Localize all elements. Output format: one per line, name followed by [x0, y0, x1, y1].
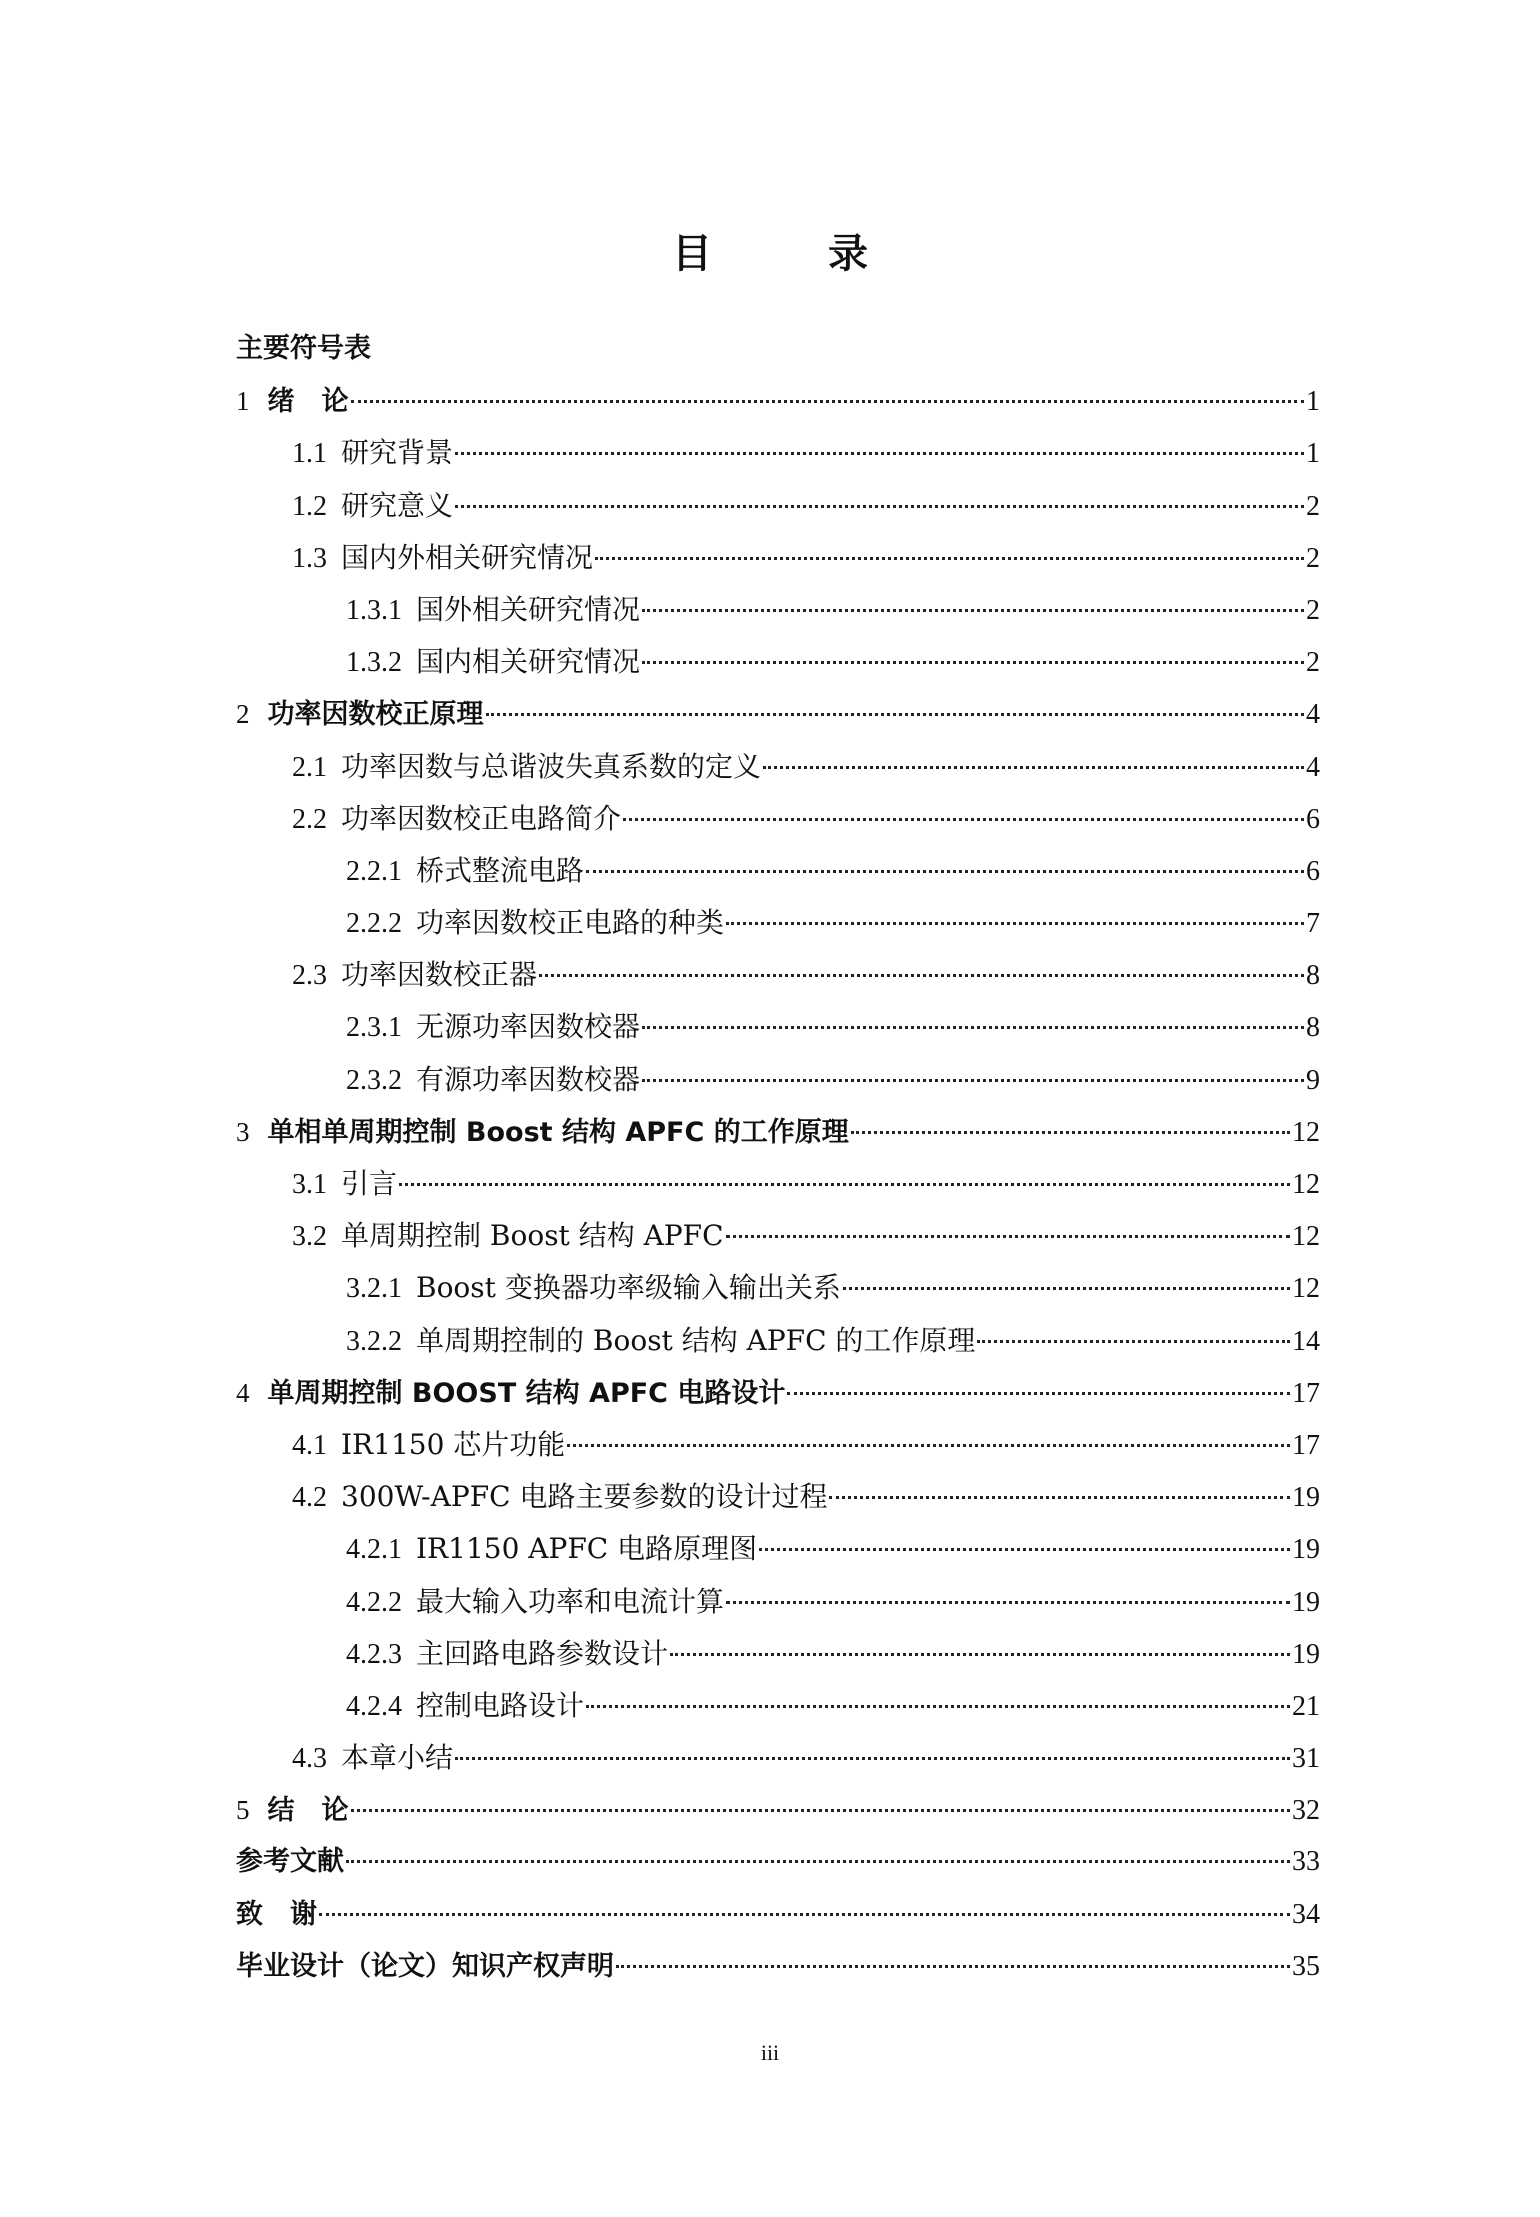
toc-entry[interactable]	[236, 375, 1320, 427]
dot-leader	[763, 766, 1304, 769]
dot-leader	[486, 713, 1305, 716]
toc-entry-page: 6	[1306, 803, 1320, 835]
toc-entry[interactable]	[236, 532, 1320, 584]
dot-leader	[642, 661, 1304, 664]
toc-entry[interactable]	[236, 636, 1320, 688]
dot-leader	[726, 1601, 1290, 1604]
table-of-contents	[236, 323, 1320, 1993]
toc-entry-number: 4.2	[292, 1482, 327, 1514]
dot-leader	[623, 818, 1304, 821]
toc-entry[interactable]	[236, 1889, 1320, 1941]
toc-entry-page: 17	[1292, 1429, 1320, 1461]
toc-entry-number: 1.3.2	[346, 647, 402, 679]
toc-entry[interactable]	[236, 949, 1320, 1001]
toc-entry-page: 9	[1306, 1064, 1320, 1096]
dot-leader	[586, 870, 1304, 873]
toc-entry[interactable]	[236, 1784, 1320, 1836]
toc-entry-label: 无源功率因数校器	[416, 1010, 641, 1044]
toc-entry-page: 33	[1292, 1846, 1320, 1878]
toc-entry-number: 4.2.1	[346, 1534, 402, 1566]
dot-leader	[567, 1444, 1290, 1447]
toc-entry-page: 19	[1292, 1534, 1320, 1566]
toc-entry-label: IR1150 芯片功能	[341, 1427, 566, 1461]
toc-entry-number: 2.1	[292, 751, 327, 783]
toc-entry-page: 4	[1306, 699, 1320, 731]
toc-entry-number: 4.3	[292, 1743, 327, 1775]
toc-entry-label: 有源功率因数校器	[416, 1062, 641, 1096]
toc-entry[interactable]	[236, 1262, 1320, 1314]
toc-entry-label: 国内相关研究情况	[416, 645, 641, 679]
toc-entry-label: 单周期控制 BOOST 结构 APFC 电路设计	[267, 1377, 786, 1409]
dot-leader	[616, 1965, 1290, 1968]
toc-entry-page: 19	[1292, 1638, 1320, 1670]
toc-entry[interactable]	[236, 1628, 1320, 1680]
dot-leader	[787, 1392, 1290, 1395]
dot-leader	[346, 1860, 1290, 1863]
toc-entry-label: 功率因数校正原理	[267, 699, 484, 731]
toc-entry-number: 1.2	[292, 490, 327, 522]
toc-entry-page: 12	[1292, 1116, 1320, 1148]
toc-entry-page: 21	[1292, 1690, 1320, 1722]
toc-entry[interactable]	[236, 1158, 1320, 1210]
toc-entry-number: 2.2	[292, 803, 327, 835]
toc-entry-label: 国内外相关研究情况	[341, 540, 594, 574]
toc-entry-page: 35	[1292, 1950, 1320, 1982]
toc-entry-page: 14	[1292, 1325, 1320, 1357]
toc-entry-number: 1.3	[292, 542, 327, 574]
toc-entry-page: 12	[1292, 1169, 1320, 1200]
dot-leader	[455, 1757, 1290, 1760]
toc-entry-label: 最大输入功率和电流计算	[416, 1584, 725, 1618]
dot-leader	[399, 1183, 1290, 1186]
dot-leader	[726, 922, 1304, 925]
toc-entry-page: 1	[1306, 438, 1320, 470]
toc-entry[interactable]	[236, 1106, 1320, 1158]
toc-entry-page: 34	[1292, 1898, 1320, 1930]
toc-entry-page: 2	[1306, 647, 1320, 679]
toc-entry-label: 参考文献	[236, 1846, 344, 1878]
toc-entry-number: 2.2.1	[346, 855, 402, 887]
toc-entry-label: 单周期控制 Boost 结构 APFC	[341, 1219, 724, 1253]
page-number: iii	[760, 2040, 780, 2065]
toc-entry-label: 300W-APFC 电路主要参数的设计过程	[341, 1480, 828, 1514]
toc-entry[interactable]	[236, 1315, 1320, 1367]
dot-leader	[319, 1913, 1290, 1916]
toc-entry[interactable]	[236, 741, 1320, 793]
toc-entry-number: 1.3.1	[346, 594, 402, 626]
toc-entry-number: 3	[236, 1116, 250, 1147]
toc-entry-number: 4.2.3	[346, 1638, 402, 1670]
toc-entry-page: 2	[1306, 542, 1320, 574]
dot-leader	[595, 557, 1304, 560]
toc-entry[interactable]	[236, 897, 1320, 949]
toc-entry-number: 4.1	[292, 1429, 327, 1461]
toc-entry-label: IR1150 APFC 电路原理图	[416, 1532, 758, 1566]
toc-entry-label: 引言	[341, 1167, 398, 1200]
toc-entry[interactable]	[236, 323, 1320, 375]
toc-entry-page: 6	[1306, 855, 1320, 887]
toc-entry[interactable]	[236, 1054, 1320, 1106]
toc-entry-page: 32	[1292, 1795, 1320, 1827]
toc-entry-page: 2	[1306, 490, 1320, 522]
toc-entry-number: 1.1	[292, 438, 327, 470]
toc-entry[interactable]	[236, 480, 1320, 532]
toc-entry-number: 2.2.2	[346, 908, 402, 940]
toc-entry-page: 7	[1306, 908, 1320, 940]
dot-leader	[851, 1131, 1290, 1134]
toc-entry-label: 单周期控制的 Boost 结构 APFC 的工作原理	[416, 1323, 976, 1357]
toc-entry-page: 31	[1292, 1743, 1320, 1775]
toc-entry-label: 本章小结	[341, 1741, 454, 1775]
toc-entry-page: 8	[1306, 1012, 1320, 1044]
dot-leader	[843, 1287, 1290, 1290]
dot-leader	[670, 1653, 1290, 1656]
toc-entry-page: 8	[1306, 960, 1320, 992]
toc-entry-page: 12	[1292, 1273, 1320, 1305]
toc-entry[interactable]	[236, 1419, 1320, 1471]
toc-entry[interactable]	[236, 1210, 1320, 1262]
dot-leader	[539, 974, 1304, 977]
toc-entry[interactable]	[236, 1523, 1320, 1575]
toc-entry[interactable]	[236, 584, 1320, 636]
toc-entry-label: 主回路电路参数设计	[416, 1636, 669, 1670]
toc-entry-number: 3.2	[292, 1221, 327, 1253]
toc-entry-label: 研究背景	[341, 436, 454, 470]
dot-leader	[351, 400, 1305, 403]
dot-leader	[642, 609, 1304, 612]
toc-entry-number: 4	[236, 1377, 250, 1408]
dot-leader	[977, 1340, 1290, 1343]
toc-entry[interactable]	[236, 1732, 1320, 1784]
toc-entry-number: 3.1	[292, 1169, 327, 1200]
toc-entry[interactable]	[236, 1576, 1320, 1628]
toc-entry-label: 单相单周期控制 Boost 结构 APFC 的工作原理	[267, 1116, 849, 1148]
toc-entry-label: 研究意义	[341, 488, 454, 522]
dot-leader	[351, 1809, 1291, 1812]
dot-leader	[642, 1026, 1304, 1029]
toc-entry-number: 4.2.4	[346, 1690, 402, 1722]
toc-entry-label: 功率因数校正电路的种类	[416, 906, 725, 940]
toc-entry-number: 5	[236, 1795, 250, 1826]
page-title: 目 录	[672, 231, 906, 277]
toc-entry[interactable]	[236, 427, 1320, 479]
toc-entry-number: 3.2.2	[346, 1325, 402, 1357]
toc-entry[interactable]	[236, 1836, 1320, 1888]
toc-entry-number: 2.3.2	[346, 1064, 402, 1096]
toc-entry-label: 绪 论	[267, 386, 349, 418]
toc-entry-number: 2.3	[292, 960, 327, 992]
toc-entry-label: 功率因数校正电路简介	[341, 801, 622, 835]
toc-entry-page: 1	[1306, 386, 1320, 418]
toc-entry-number: 2	[236, 699, 250, 730]
toc-entry-page: 4	[1306, 751, 1320, 783]
dot-leader	[759, 1548, 1290, 1551]
toc-entry-number: 3.2.1	[346, 1273, 402, 1305]
toc-entry-label: 主要符号表	[236, 333, 371, 364]
toc-entry-page: 12	[1292, 1221, 1320, 1253]
dot-leader	[455, 505, 1304, 508]
toc-entry[interactable]	[236, 1941, 1320, 1993]
toc-entry[interactable]	[236, 1001, 1320, 1053]
toc-entry-label: 桥式整流电路	[416, 853, 585, 887]
toc-entry-label: 毕业设计（论文）知识产权声明	[236, 1950, 614, 1982]
toc-entry-number: 2.3.1	[346, 1012, 402, 1044]
toc-entry-page: 19	[1292, 1586, 1320, 1618]
toc-entry-number: 4.2.2	[346, 1586, 402, 1618]
dot-leader	[642, 1079, 1304, 1082]
toc-entry-label: Boost 变换器功率级输入输出关系	[416, 1271, 841, 1305]
toc-entry-page: 19	[1292, 1482, 1320, 1514]
toc-entry-label: 结 论	[267, 1795, 349, 1827]
toc-entry[interactable]	[236, 1471, 1320, 1523]
toc-entry[interactable]	[236, 1367, 1320, 1419]
toc-entry-label: 功率因数校正器	[341, 958, 538, 992]
toc-entry-label: 致 谢	[236, 1898, 317, 1930]
toc-entry-label: 国外相关研究情况	[416, 592, 641, 626]
toc-entry[interactable]	[236, 845, 1320, 897]
dot-leader	[726, 1235, 1290, 1238]
toc-entry[interactable]	[236, 1680, 1320, 1732]
toc-entry[interactable]	[236, 688, 1320, 740]
dot-leader	[829, 1496, 1290, 1499]
dot-leader	[455, 452, 1304, 455]
toc-entry-label: 功率因数与总谐波失真系数的定义	[341, 749, 762, 783]
toc-entry-number: 1	[236, 386, 250, 417]
toc-entry[interactable]	[236, 793, 1320, 845]
toc-entry-page: 2	[1306, 594, 1320, 626]
dot-leader	[586, 1705, 1290, 1708]
toc-entry-label: 控制电路设计	[416, 1688, 585, 1722]
toc-entry-page: 17	[1292, 1377, 1320, 1409]
